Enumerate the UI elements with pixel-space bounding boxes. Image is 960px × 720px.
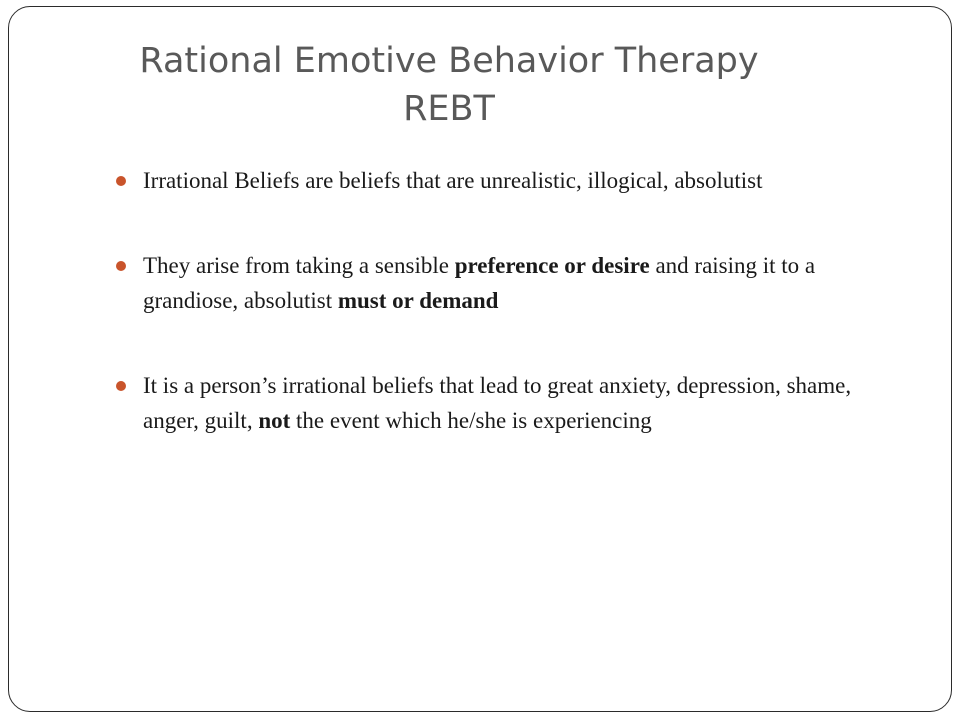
bullet-dot-icon [116, 261, 126, 271]
bullet-dot-icon [116, 381, 126, 391]
bullet-segment: the event which he/she is experiencing [290, 408, 652, 433]
bullet-dot-icon [116, 176, 126, 186]
bullet-item-3 [109, 368, 889, 438]
slide-title [69, 37, 829, 133]
bullet-item-2 [109, 248, 889, 318]
bullet-emphasis: preference or desire [454, 253, 650, 278]
bullet-emphasis: must or demand [337, 288, 499, 313]
title-line-1: Rational Emotive Behavior Therapy [139, 41, 759, 81]
bullet-item-1 [109, 163, 889, 198]
bullet-segment: It is a person’s irrational beliefs that lead to great anxiety, depression, shame, anger, guilt, [143, 373, 852, 433]
bullet-segment: Irrational Beliefs are beliefs that are unrealistic, illogical, absolutist [143, 168, 763, 193]
bullet-text [143, 253, 815, 313]
bullet-segment: They arise from taking a sensible [143, 253, 455, 278]
slide [8, 6, 952, 712]
title-line-2: REBT [403, 89, 495, 129]
bullet-segment: and raising it to a grandiose, absolutist [143, 253, 816, 313]
bullet-text [143, 168, 763, 193]
bullet-list [109, 163, 889, 438]
bullet-emphasis: not [258, 408, 291, 433]
bullet-text [143, 373, 851, 433]
